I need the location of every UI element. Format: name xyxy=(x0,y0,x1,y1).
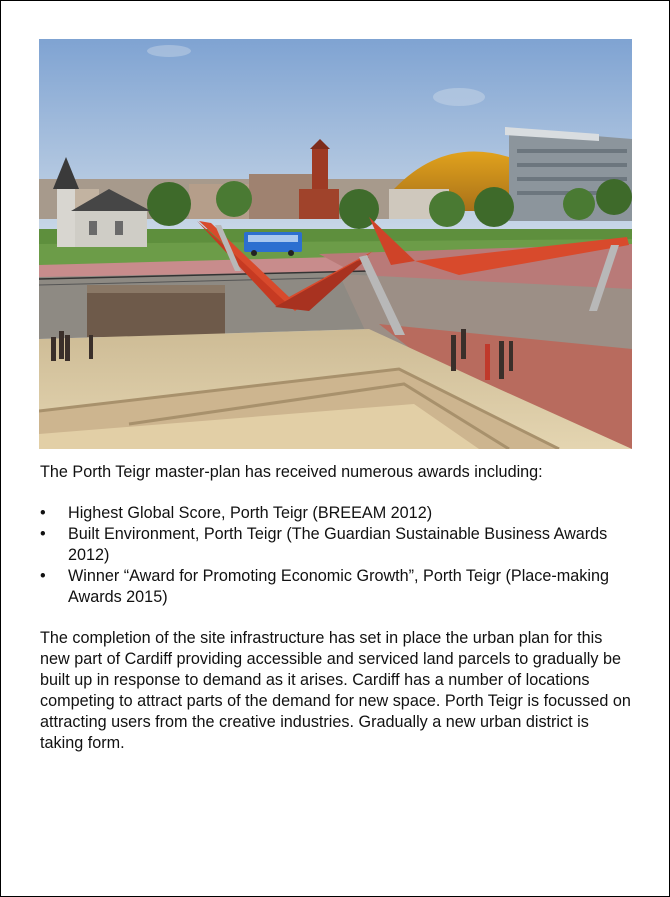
award-text: Highest Global Score, Porth Teigr (BREEAM 2012) xyxy=(68,504,433,522)
award-item xyxy=(40,566,634,608)
bullet-icon: • xyxy=(40,504,46,522)
award-item xyxy=(40,524,634,566)
text-content xyxy=(40,462,634,754)
awards-list xyxy=(40,503,634,608)
award-text: Built Environment, Porth Teigr (The Guardian Sustainable Business Awards 2012) xyxy=(68,525,608,564)
intro-paragraph: The Porth Teigr master-plan has received numerous awards including: xyxy=(40,463,543,481)
award-item xyxy=(40,503,634,524)
bullet-icon: • xyxy=(40,525,46,543)
masterplan-rendering-image xyxy=(39,39,632,449)
body-paragraph: The completion of the site infrastructure has set in place the urban plan for this new part of Cardiff providing accessible and serviced land parcels to gradually be built up in response to demand as it arises. Cardiff has a number of locations competing to attract parts of the demand for new space. Porth Teigr is focussed on attracting users from the creative industries. Gradually a new urban district is taking form. xyxy=(40,629,631,752)
award-text: Winner “Award for Promoting Economic Growth”, Porth Teigr (Place-making Awards 2015) xyxy=(68,567,609,606)
bullet-icon: • xyxy=(40,567,46,585)
